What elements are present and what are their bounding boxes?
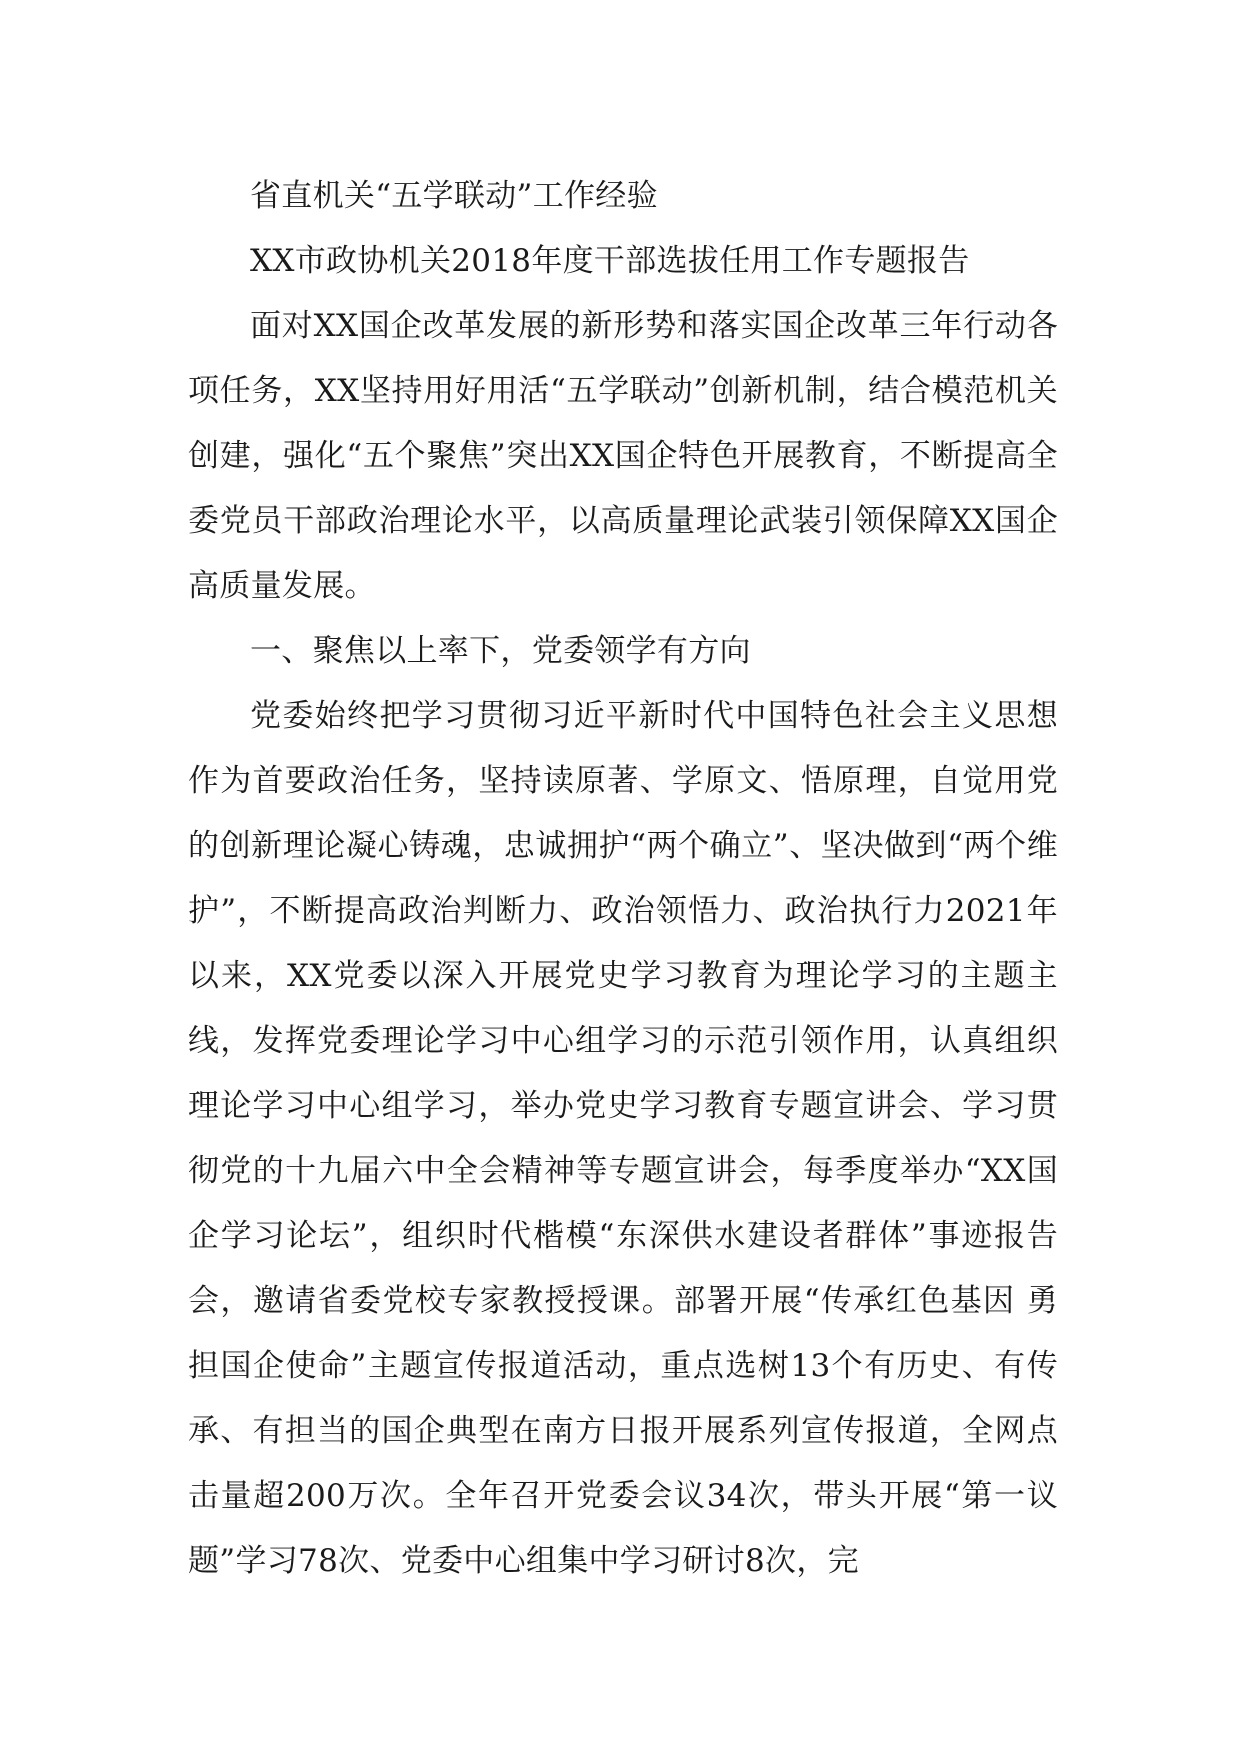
document-title-line: 省直机关“五学联动”工作经验 <box>250 178 658 214</box>
paragraph-intro: 面对XX国企改革发展的新形势和落实国企改革三年行动各项任务，XX坚持用好用活“五学联动”创新机制，结合模范机关创建，强化“五个聚焦”突出XX国企特色开展教育，不断提高全委党员干部政治理论水平，以高质量理论武装引领保障XX国企高质量发展。 <box>188 308 1058 604</box>
paragraph-section-1: 党委始终把学习贯彻习近平新时代中国特色社会主义思想作为首要政治任务，坚持读原著、学原文、悟原理，自觉用党的创新理论凝心铸魂，忠诚拥护“两个确立”、坚决做到“两个维护”，不断提高政治判断力、政治领悟力、政治执行力2021年以来，XX党委以深入开展党史学习教育为理论学习的主题主线，发挥党委理论学习中心组学习的示范引领作用，认真组织理论学习中心组学习，举办党史学习教育专题宣讲会、学习贯彻党的十九届六中全会精神等专题宣讲会，每季度举办“XX国企学习论坛”，组织时代楷模“东深供水建设者群体”事迹报告会，邀请省委党校专家教授授课。部署开展“传承红色基因 勇担国企使命”主题宣传报道活动，重点选树13个有历史、有传承、有担当的国企典型在南方日报开展系列宣传报道，全网点击量超200万次。全年召开党委会议34次，带头开展“第一议题”学习78次、党委中心组集中学习研讨8次，完 <box>188 698 1058 1579</box>
document-body <box>188 164 1058 1594</box>
document-subtitle-line: XX市政协机关2018年度干部选拔任用工作专题报告 <box>250 243 970 279</box>
section-heading-1: 一、聚焦以上率下，党委领学有方向 <box>250 633 751 669</box>
